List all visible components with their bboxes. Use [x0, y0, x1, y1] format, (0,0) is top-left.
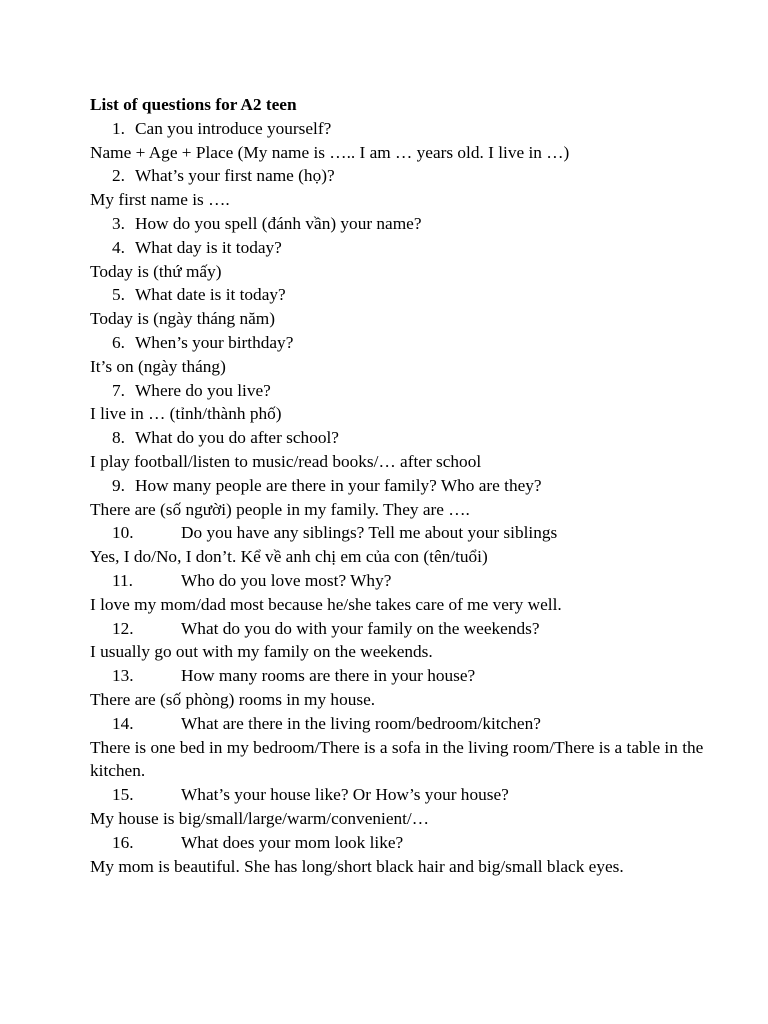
- question-6: [90, 331, 730, 355]
- answer-11: I love my mom/dad most because he/she takes care of me very well.: [90, 594, 562, 614]
- answer-16: My mom is beautiful. She has long/short black hair and big/small black eyes.: [90, 856, 624, 876]
- question-4: [90, 236, 730, 260]
- question-1: [90, 117, 730, 141]
- question-text: Who do you love most? Why?: [181, 570, 392, 590]
- question-12: [90, 617, 730, 641]
- question-text: When’s your birthday?: [135, 332, 294, 352]
- answer-12: I usually go out with my family on the weekends.: [90, 642, 433, 662]
- question-number: 10.: [112, 523, 134, 543]
- question-number: 15.: [112, 785, 134, 805]
- question-7: [90, 379, 730, 403]
- question-number: 13.: [112, 666, 134, 686]
- question-5: [90, 283, 730, 307]
- answer-9: There are (số người) people in my family. They are ….: [90, 499, 470, 519]
- question-number: 4.: [112, 237, 125, 257]
- question-list: [90, 93, 730, 878]
- answer-4: Today is (thứ mấy): [90, 261, 222, 281]
- answer-10: Yes, I do/No, I don’t. Kể về anh chị em của con (tên/tuổi): [90, 547, 488, 567]
- question-number: 14.: [112, 713, 134, 733]
- question-text: What’s your first name (họ)?: [135, 166, 335, 186]
- question-13: [90, 664, 730, 688]
- question-text: Can you introduce yourself?: [135, 118, 332, 138]
- question-text: How do you spell (đánh vần) your name?: [135, 213, 422, 233]
- question-number: 6.: [112, 332, 125, 352]
- question-number: 11.: [112, 570, 133, 590]
- question-text: What does your mom look like?: [181, 832, 404, 852]
- question-16: [90, 831, 730, 855]
- document-title: List of questions for A2 teen: [90, 95, 297, 114]
- question-text: What do you do after school?: [135, 428, 339, 448]
- question-number: 5.: [112, 285, 125, 305]
- question-number: 16.: [112, 832, 134, 852]
- question-14: [90, 712, 730, 736]
- answer-5: Today is (ngày tháng năm): [90, 309, 275, 329]
- question-number: 2.: [112, 166, 125, 186]
- question-text: How many people are there in your family? Who are they?: [135, 475, 542, 495]
- answer-8: I play football/listen to music/read books/… after school: [90, 451, 482, 471]
- question-number: 3.: [112, 213, 125, 233]
- question-number: 7.: [112, 380, 125, 400]
- answer-2: My first name is ….: [90, 190, 230, 210]
- answer-6: It’s on (ngày tháng): [90, 356, 226, 376]
- question-15: [90, 783, 730, 807]
- question-text: What do you do with your family on the weekends?: [181, 618, 540, 638]
- question-number: 12.: [112, 618, 134, 638]
- question-text: How many rooms are there in your house?: [181, 666, 476, 686]
- question-number: 9.: [112, 475, 125, 495]
- question-number: 8.: [112, 428, 125, 448]
- question-text: What are there in the living room/bedroom/kitchen?: [181, 713, 541, 733]
- question-2: [90, 164, 730, 188]
- answer-14: There is one bed in my bedroom/There is a sofa in the living room/There is a table in the kitchen.: [90, 737, 704, 781]
- answer-15: My house is big/small/large/warm/convenient/…: [90, 808, 430, 828]
- question-3: [90, 212, 730, 236]
- question-number: 1.: [112, 118, 125, 138]
- question-8: [90, 426, 730, 450]
- answer-7: I live in … (tỉnh/thành phố): [90, 404, 282, 424]
- question-text: What date is it today?: [135, 285, 286, 305]
- question-text: Do you have any siblings? Tell me about your siblings: [181, 523, 558, 543]
- question-text: What day is it today?: [135, 237, 282, 257]
- question-11: [90, 569, 730, 593]
- question-text: What’s your house like? Or How’s your house?: [181, 785, 509, 805]
- question-10: [90, 521, 730, 545]
- question-text: Where do you live?: [135, 380, 271, 400]
- answer-13: There are (số phòng) rooms in my house.: [90, 689, 376, 709]
- question-9: [90, 474, 730, 498]
- answer-1: Name + Age + Place (My name is ….. I am … years old. I live in …): [90, 142, 570, 162]
